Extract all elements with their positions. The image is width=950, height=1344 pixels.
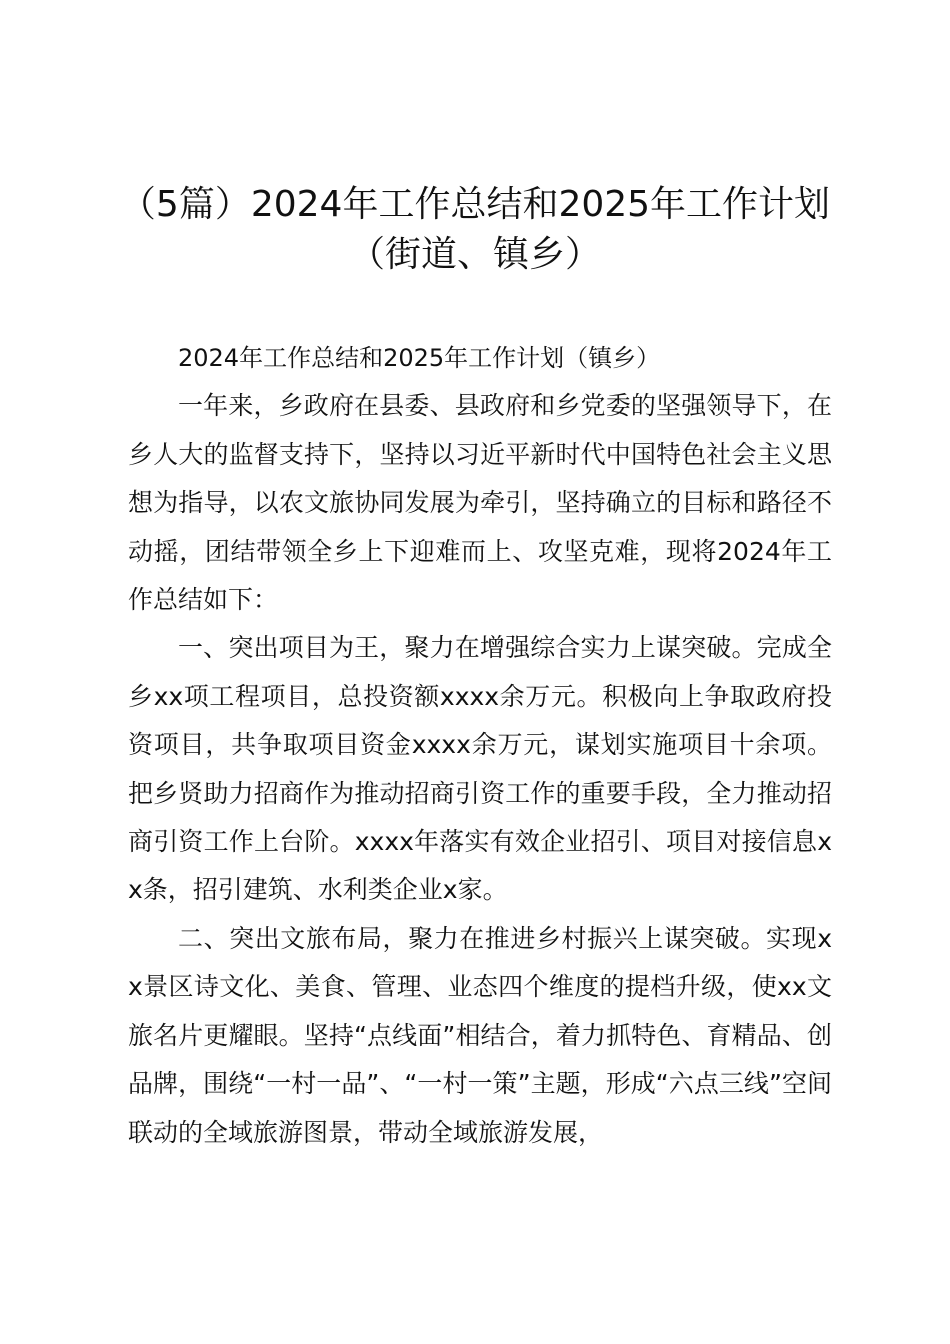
paragraph-tourism: 二、突出文旅布局，聚力在推进乡村振兴上谋突破。实现xx景区诗文化、美食、管理、业态四个维度的提档升级，使xx文旅名片更耀眼。坚持“点线面”相结合，着力抓特色、育精品、创品牌，围绕“一村一品”、“一村一策”主题，形成“六点三线”空间联动的全域旅游图景，带动全域旅游发展， — [128, 923, 832, 1147]
paragraph-projects: 一、突出项目为王，聚力在增强综合实力上谋突破。完成全乡xx项工程项目，总投资额xxxx余万元。积极向上争取政府投资项目，共争取项目资金xxxx余万元，谋划实施项目十余项。把乡贤助力招商作为推动招商引资工作的重要手段，全力推动招商引资工作上台阶。xxxx年落实有效企业招引、项目对接信息xx条，招引建筑、水利类企业x家。 — [128, 633, 832, 905]
title-line-2: （街道、镇乡） — [348, 234, 601, 275]
document-body — [128, 334, 832, 1157]
paragraph-intro: 一年来，乡政府在县委、县政府和乡党委的坚强领导下，在乡人大的监督支持下，坚持以习近平新时代中国特色社会主义思想为指导，以农文旅协同发展为牵引，坚持确立的目标和路径不动摇，团结带领全乡上下迎难而上、攻坚克难，现将2024年工作总结如下： — [128, 391, 832, 615]
document-title — [100, 180, 850, 280]
title-line-1: （5篇）2024年工作总结和2025年工作计划 — [119, 184, 831, 225]
section-heading: 2024年工作总结和2025年工作计划（镇乡） — [178, 344, 661, 372]
